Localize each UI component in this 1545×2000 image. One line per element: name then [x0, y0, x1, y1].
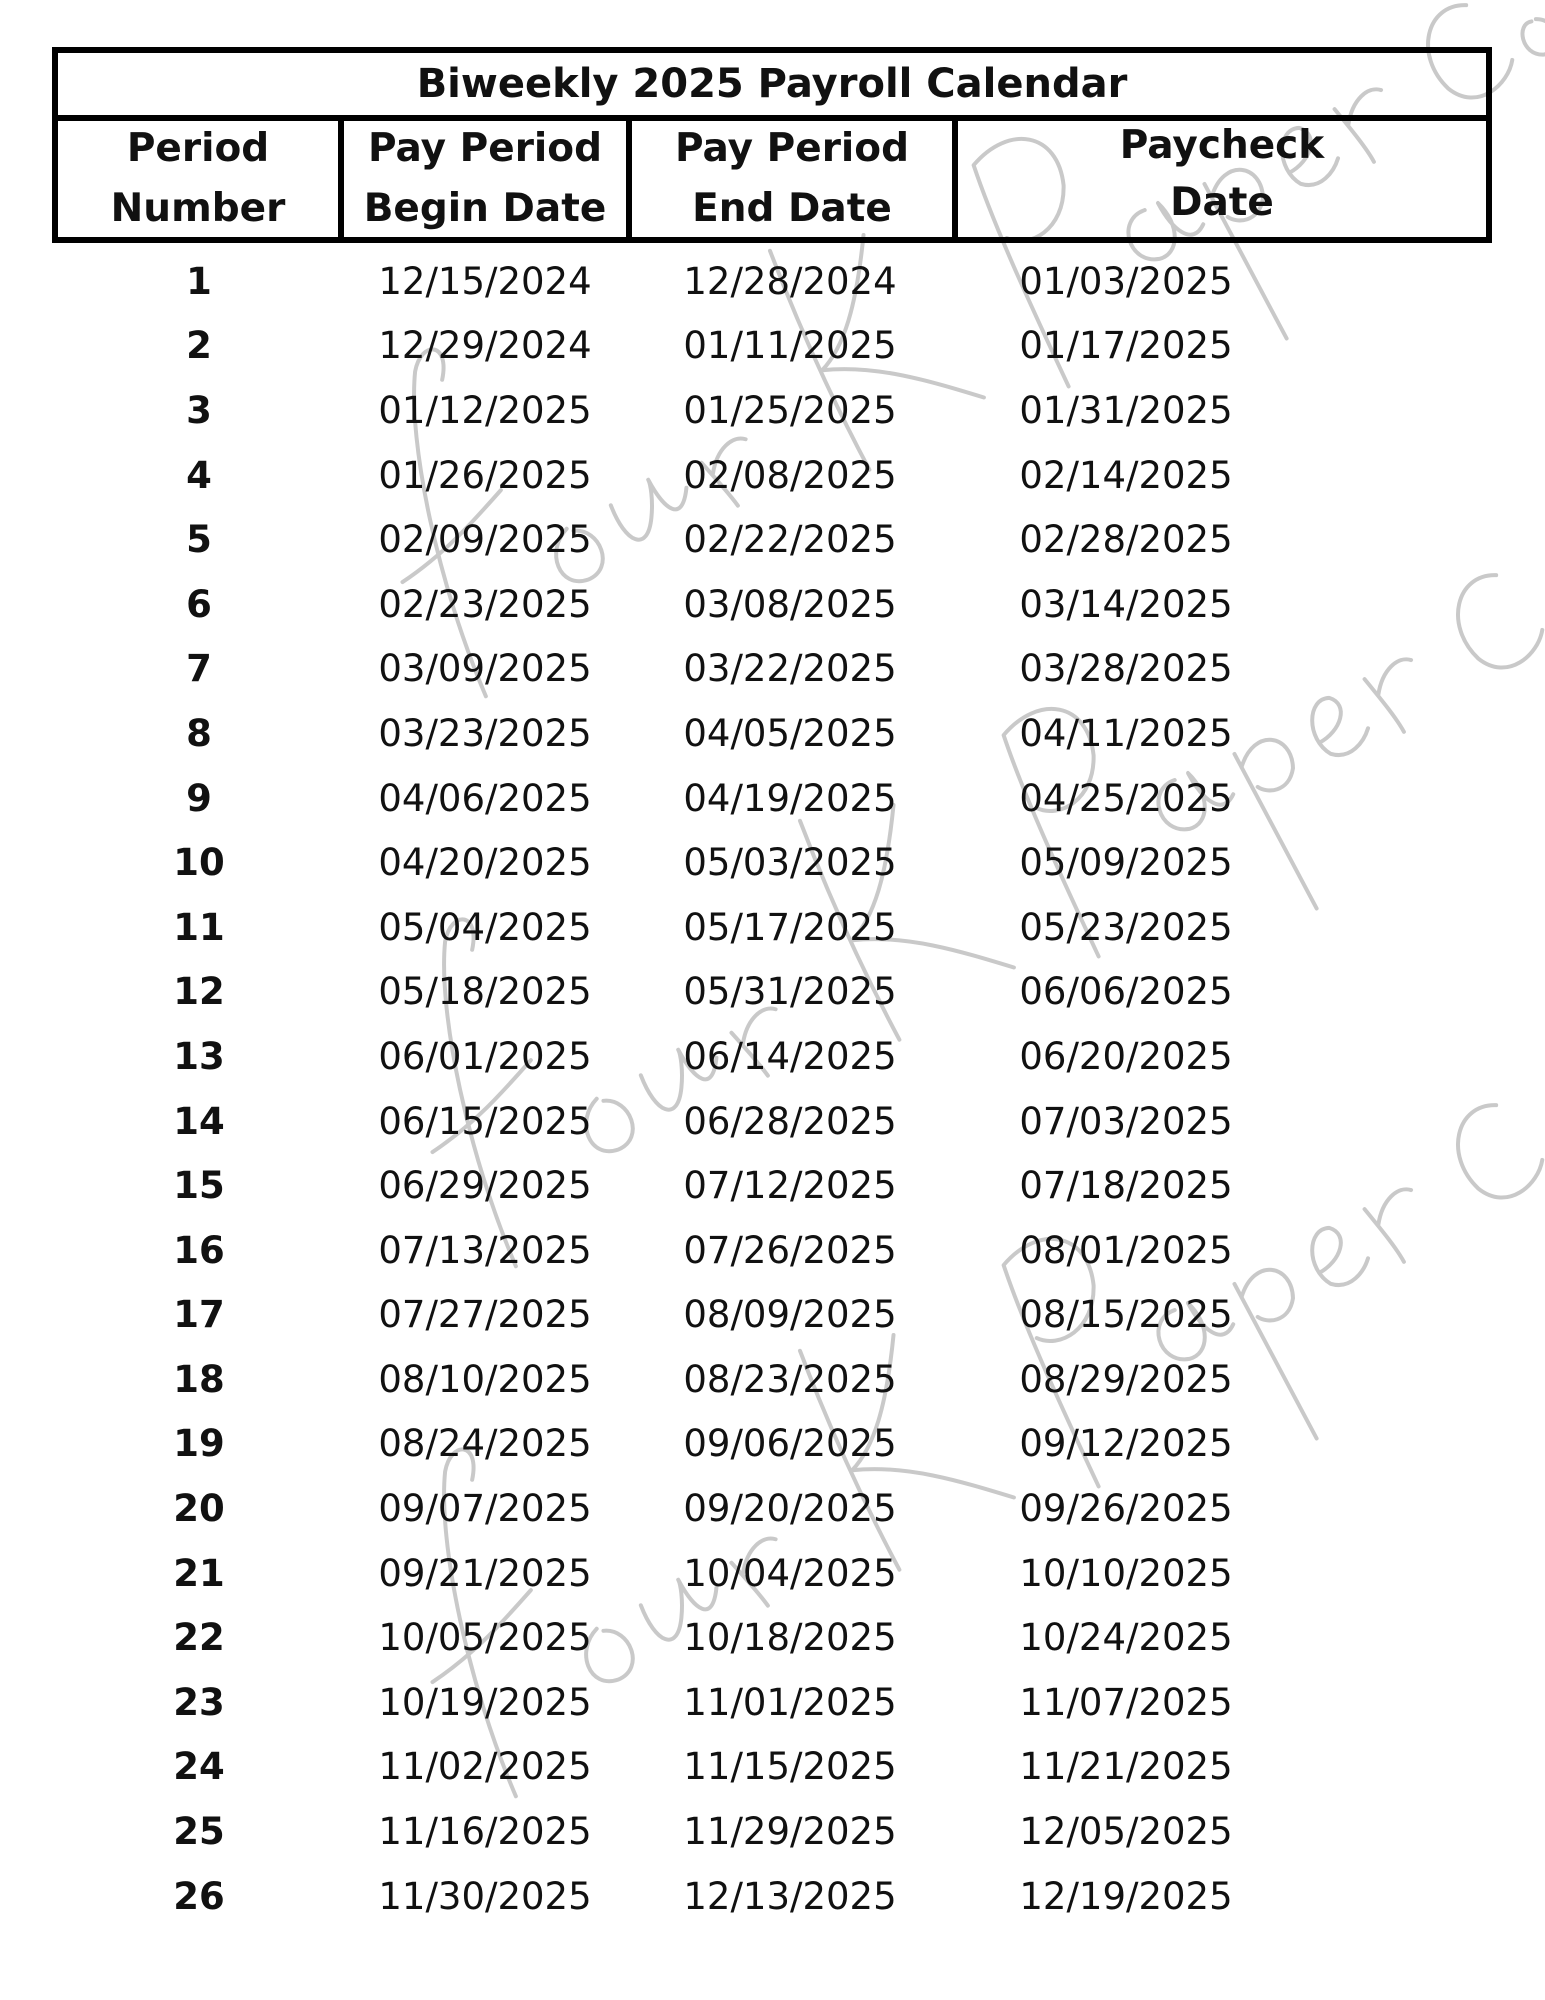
end-date-cell [626, 1875, 952, 1918]
begin-date-cell-text: 06/15/2025 [378, 1099, 592, 1143]
paycheck-date-cell [952, 1810, 1480, 1853]
period-number-cell-text: 13 [173, 1034, 225, 1078]
table-row [52, 1218, 1492, 1283]
paycheck-date-cell-text: 03/14/2025 [1019, 582, 1233, 626]
paycheck-date-cell [952, 389, 1480, 432]
begin-date-cell-text: 03/09/2025 [378, 647, 592, 691]
end-date-cell-text: 05/31/2025 [683, 970, 897, 1014]
table-row [52, 443, 1492, 508]
begin-date-cell [338, 1293, 626, 1336]
paycheck-date-cell [952, 1552, 1480, 1595]
table-body [52, 249, 1492, 1928]
period-number-cell-text: 7 [186, 647, 212, 691]
end-date-cell [626, 324, 952, 367]
table-row [52, 637, 1492, 702]
column-header-line: Paycheck [1119, 123, 1325, 168]
paycheck-date-cell [952, 1681, 1480, 1724]
end-date-cell [626, 518, 952, 561]
table-row [52, 1799, 1492, 1864]
period-number-cell [52, 1164, 338, 1207]
end-date-cell-text: 05/17/2025 [683, 905, 897, 949]
column-header-paycheck-date [958, 121, 1486, 237]
period-number-cell-text: 8 [186, 711, 212, 755]
column-header-line: Date [1170, 180, 1274, 225]
period-number-cell [52, 1229, 338, 1272]
period-number-cell-text: 3 [186, 388, 212, 432]
end-date-cell [626, 1552, 952, 1595]
period-number-cell [52, 1616, 338, 1659]
begin-date-cell-text: 11/30/2025 [378, 1874, 592, 1918]
paycheck-date-cell-text: 01/31/2025 [1019, 388, 1233, 432]
column-header-line: Number [110, 186, 286, 231]
paycheck-date-cell [952, 647, 1480, 690]
period-number-cell [52, 1810, 338, 1853]
end-date-cell-text: 01/11/2025 [683, 324, 897, 368]
table-row [52, 1412, 1492, 1477]
table-row [52, 1347, 1492, 1412]
paycheck-date-cell-text: 01/03/2025 [1019, 259, 1233, 303]
paycheck-date-cell-text: 09/12/2025 [1019, 1422, 1233, 1466]
period-number-cell-text: 4 [186, 453, 212, 497]
period-number-cell-text: 6 [186, 582, 212, 626]
column-header-line: Begin Date [363, 186, 607, 231]
paycheck-date-cell [952, 260, 1480, 303]
period-number-cell [52, 712, 338, 755]
period-number-cell-text: 22 [173, 1616, 225, 1660]
table-row [52, 1476, 1492, 1541]
column-header-line: End Date [692, 186, 892, 231]
begin-date-cell [338, 1164, 626, 1207]
end-date-cell-text: 02/08/2025 [683, 453, 897, 497]
period-number-cell [52, 906, 338, 949]
paycheck-date-cell-text: 06/06/2025 [1019, 970, 1233, 1014]
begin-date-cell-text: 10/05/2025 [378, 1616, 592, 1660]
table-row [52, 378, 1492, 443]
table-row [52, 960, 1492, 1025]
paycheck-date-cell [952, 777, 1480, 820]
end-date-cell-text: 10/18/2025 [683, 1616, 897, 1660]
end-date-cell [626, 389, 952, 432]
begin-date-cell-text: 05/04/2025 [378, 905, 592, 949]
column-header-period-number [58, 121, 344, 237]
table-row [52, 1024, 1492, 1089]
column-header-line: Pay Period [675, 126, 909, 171]
table-row [52, 1153, 1492, 1218]
column-header-begin-date [344, 121, 632, 237]
paycheck-date-cell [952, 906, 1480, 949]
begin-date-cell-text: 12/15/2024 [378, 259, 592, 303]
paycheck-date-cell-text: 08/01/2025 [1019, 1228, 1233, 1272]
paycheck-date-cell [952, 841, 1480, 884]
begin-date-cell [338, 1875, 626, 1918]
paycheck-date-cell [952, 1616, 1480, 1659]
table-row [52, 766, 1492, 831]
begin-date-cell [338, 389, 626, 432]
paycheck-date-cell [952, 1293, 1480, 1336]
period-number-cell [52, 1293, 338, 1336]
end-date-cell-text: 10/04/2025 [683, 1551, 897, 1595]
end-date-cell [626, 906, 952, 949]
period-number-cell-text: 18 [173, 1357, 225, 1401]
end-date-cell-text: 12/13/2025 [683, 1874, 897, 1918]
end-date-cell [626, 1229, 952, 1272]
end-date-cell [626, 454, 952, 497]
paycheck-date-cell-text: 01/17/2025 [1019, 324, 1233, 368]
begin-date-cell-text: 09/07/2025 [378, 1487, 592, 1531]
paycheck-date-cell [952, 518, 1480, 561]
end-date-cell [626, 1487, 952, 1530]
end-date-cell-text: 04/05/2025 [683, 711, 897, 755]
begin-date-cell [338, 1100, 626, 1143]
table-row [52, 830, 1492, 895]
begin-date-cell [338, 1745, 626, 1788]
period-number-cell [52, 389, 338, 432]
paycheck-date-cell-text: 03/28/2025 [1019, 647, 1233, 691]
begin-date-cell [338, 1229, 626, 1272]
begin-date-cell-text: 04/06/2025 [378, 776, 592, 820]
end-date-cell-text: 08/23/2025 [683, 1357, 897, 1401]
end-date-cell-text: 11/15/2025 [683, 1745, 897, 1789]
period-number-cell-text: 11 [173, 905, 225, 949]
end-date-cell [626, 583, 952, 626]
end-date-cell-text: 02/22/2025 [683, 518, 897, 562]
period-number-cell [52, 1422, 338, 1465]
end-date-cell [626, 1422, 952, 1465]
period-number-cell-text: 2 [186, 324, 212, 368]
paycheck-date-cell-text: 07/18/2025 [1019, 1164, 1233, 1208]
paycheck-date-cell-text: 12/05/2025 [1019, 1810, 1233, 1854]
paycheck-date-cell [952, 1875, 1480, 1918]
end-date-cell-text: 12/28/2024 [683, 259, 897, 303]
column-header-line: Pay Period [368, 126, 602, 171]
period-number-cell [52, 647, 338, 690]
paycheck-date-cell-text: 07/03/2025 [1019, 1099, 1233, 1143]
begin-date-cell [338, 1681, 626, 1724]
table-header-box [52, 47, 1492, 243]
period-number-cell-text: 15 [173, 1164, 225, 1208]
paycheck-date-cell [952, 970, 1480, 1013]
period-number-cell-text: 10 [173, 841, 225, 885]
period-number-cell-text: 9 [186, 776, 212, 820]
begin-date-cell-text: 10/19/2025 [378, 1680, 592, 1724]
paycheck-date-cell-text: 11/07/2025 [1019, 1680, 1233, 1724]
begin-date-cell [338, 1487, 626, 1530]
period-number-cell-text: 1 [186, 259, 212, 303]
begin-date-cell [338, 970, 626, 1013]
table-row [52, 1605, 1492, 1670]
paycheck-date-cell-text: 10/10/2025 [1019, 1551, 1233, 1595]
begin-date-cell [338, 647, 626, 690]
period-number-cell [52, 777, 338, 820]
end-date-cell-text: 04/19/2025 [683, 776, 897, 820]
table-row [52, 249, 1492, 314]
page-title: Biweekly 2025 Payroll Calendar [58, 53, 1486, 121]
end-date-cell-text: 09/06/2025 [683, 1422, 897, 1466]
paycheck-date-cell-text: 05/23/2025 [1019, 905, 1233, 949]
paycheck-date-cell [952, 454, 1480, 497]
end-date-cell-text: 11/01/2025 [683, 1680, 897, 1724]
begin-date-cell-text: 06/01/2025 [378, 1034, 592, 1078]
paycheck-date-cell-text: 08/15/2025 [1019, 1293, 1233, 1337]
period-number-cell [52, 454, 338, 497]
paycheck-date-cell [952, 1164, 1480, 1207]
begin-date-cell [338, 324, 626, 367]
period-number-cell-text: 17 [173, 1293, 225, 1337]
period-number-cell [52, 1487, 338, 1530]
end-date-cell [626, 1293, 952, 1336]
period-number-cell [52, 1552, 338, 1595]
period-number-cell-text: 26 [173, 1874, 225, 1918]
period-number-cell [52, 324, 338, 367]
paycheck-date-cell [952, 1229, 1480, 1272]
table-row [52, 314, 1492, 379]
table-row [52, 1089, 1492, 1154]
begin-date-cell [338, 260, 626, 303]
begin-date-cell [338, 454, 626, 497]
paycheck-date-cell [952, 324, 1480, 367]
paycheck-date-cell-text: 10/24/2025 [1019, 1616, 1233, 1660]
table-row [52, 507, 1492, 572]
paycheck-date-cell-text: 05/09/2025 [1019, 841, 1233, 885]
table-row [52, 1283, 1492, 1348]
begin-date-cell-text: 02/09/2025 [378, 518, 592, 562]
period-number-cell [52, 1100, 338, 1143]
payroll-calendar [52, 47, 1492, 1928]
paycheck-date-cell [952, 1358, 1480, 1401]
table-row [52, 1670, 1492, 1735]
begin-date-cell-text: 11/16/2025 [378, 1810, 592, 1854]
begin-date-cell [338, 1616, 626, 1659]
begin-date-cell-text: 11/02/2025 [378, 1745, 592, 1789]
period-number-cell [52, 841, 338, 884]
paycheck-date-cell [952, 1745, 1480, 1788]
period-number-cell-text: 24 [173, 1745, 225, 1789]
end-date-cell-text: 01/25/2025 [683, 388, 897, 432]
period-number-cell [52, 1358, 338, 1401]
end-date-cell-text: 05/03/2025 [683, 841, 897, 885]
begin-date-cell-text: 01/12/2025 [378, 388, 592, 432]
end-date-cell-text: 09/20/2025 [683, 1487, 897, 1531]
begin-date-cell [338, 1810, 626, 1853]
begin-date-cell [338, 1035, 626, 1078]
begin-date-cell [338, 1422, 626, 1465]
period-number-cell-text: 12 [173, 970, 225, 1014]
end-date-cell [626, 1745, 952, 1788]
paycheck-date-cell-text: 06/20/2025 [1019, 1034, 1233, 1078]
period-number-cell-text: 16 [173, 1228, 225, 1272]
period-number-cell [52, 970, 338, 1013]
paycheck-date-cell [952, 1487, 1480, 1530]
begin-date-cell-text: 01/26/2025 [378, 453, 592, 497]
paycheck-date-cell-text: 11/21/2025 [1019, 1745, 1233, 1789]
end-date-cell [626, 970, 952, 1013]
begin-date-cell [338, 777, 626, 820]
column-header-row [58, 121, 1486, 237]
table-row [52, 1541, 1492, 1606]
end-date-cell [626, 1035, 952, 1078]
period-number-cell-text: 25 [173, 1810, 225, 1854]
begin-date-cell-text: 09/21/2025 [378, 1551, 592, 1595]
end-date-cell-text: 07/26/2025 [683, 1228, 897, 1272]
end-date-cell [626, 841, 952, 884]
end-date-cell [626, 777, 952, 820]
period-number-cell-text: 5 [186, 518, 212, 562]
period-number-cell [52, 518, 338, 561]
paycheck-date-cell [952, 583, 1480, 626]
paycheck-date-cell-text: 12/19/2025 [1019, 1874, 1233, 1918]
begin-date-cell [338, 712, 626, 755]
end-date-cell [626, 260, 952, 303]
period-number-cell-text: 14 [173, 1099, 225, 1143]
end-date-cell-text: 08/09/2025 [683, 1293, 897, 1337]
end-date-cell [626, 1616, 952, 1659]
end-date-cell-text: 07/12/2025 [683, 1164, 897, 1208]
end-date-cell [626, 1681, 952, 1724]
begin-date-cell-text: 03/23/2025 [378, 711, 592, 755]
begin-date-cell [338, 1358, 626, 1401]
period-number-cell-text: 21 [173, 1551, 225, 1595]
begin-date-cell [338, 906, 626, 949]
end-date-cell [626, 1810, 952, 1853]
paycheck-date-cell-text: 09/26/2025 [1019, 1487, 1233, 1531]
table-row [52, 1735, 1492, 1800]
period-number-cell [52, 1681, 338, 1724]
paycheck-date-cell-text: 02/28/2025 [1019, 518, 1233, 562]
end-date-cell-text: 06/28/2025 [683, 1099, 897, 1143]
begin-date-cell-text: 07/27/2025 [378, 1293, 592, 1337]
paycheck-date-cell-text: 04/11/2025 [1019, 711, 1233, 755]
begin-date-cell [338, 841, 626, 884]
period-number-cell [52, 1745, 338, 1788]
paycheck-date-cell-text: 02/14/2025 [1019, 453, 1233, 497]
paycheck-date-cell [952, 1100, 1480, 1143]
begin-date-cell [338, 583, 626, 626]
end-date-cell [626, 1164, 952, 1207]
column-header-line: Period [126, 126, 270, 171]
begin-date-cell-text: 07/13/2025 [378, 1228, 592, 1272]
period-number-cell-text: 23 [173, 1680, 225, 1724]
table-row [52, 1864, 1492, 1929]
begin-date-cell [338, 518, 626, 561]
end-date-cell [626, 647, 952, 690]
period-number-cell [52, 1875, 338, 1918]
begin-date-cell-text: 06/29/2025 [378, 1164, 592, 1208]
period-number-cell [52, 260, 338, 303]
period-number-cell [52, 1035, 338, 1078]
end-date-cell [626, 712, 952, 755]
end-date-cell-text: 03/22/2025 [683, 647, 897, 691]
begin-date-cell-text: 12/29/2024 [378, 324, 592, 368]
begin-date-cell-text: 08/10/2025 [378, 1357, 592, 1401]
begin-date-cell-text: 02/23/2025 [378, 582, 592, 626]
paycheck-date-cell-text: 08/29/2025 [1019, 1357, 1233, 1401]
paycheck-date-cell [952, 1035, 1480, 1078]
end-date-cell-text: 11/29/2025 [683, 1810, 897, 1854]
end-date-cell-text: 06/14/2025 [683, 1034, 897, 1078]
table-row [52, 572, 1492, 637]
paycheck-date-cell [952, 712, 1480, 755]
table-row [52, 895, 1492, 960]
table-row [52, 701, 1492, 766]
period-number-cell [52, 583, 338, 626]
period-number-cell-text: 20 [173, 1487, 225, 1531]
period-number-cell-text: 19 [173, 1422, 225, 1466]
begin-date-cell-text: 05/18/2025 [378, 970, 592, 1014]
begin-date-cell [338, 1552, 626, 1595]
end-date-cell [626, 1100, 952, 1143]
column-header-end-date [632, 121, 958, 237]
paycheck-date-cell-text: 04/25/2025 [1019, 776, 1233, 820]
end-date-cell [626, 1358, 952, 1401]
paycheck-date-cell [952, 1422, 1480, 1465]
begin-date-cell-text: 08/24/2025 [378, 1422, 592, 1466]
end-date-cell-text: 03/08/2025 [683, 582, 897, 626]
begin-date-cell-text: 04/20/2025 [378, 841, 592, 885]
